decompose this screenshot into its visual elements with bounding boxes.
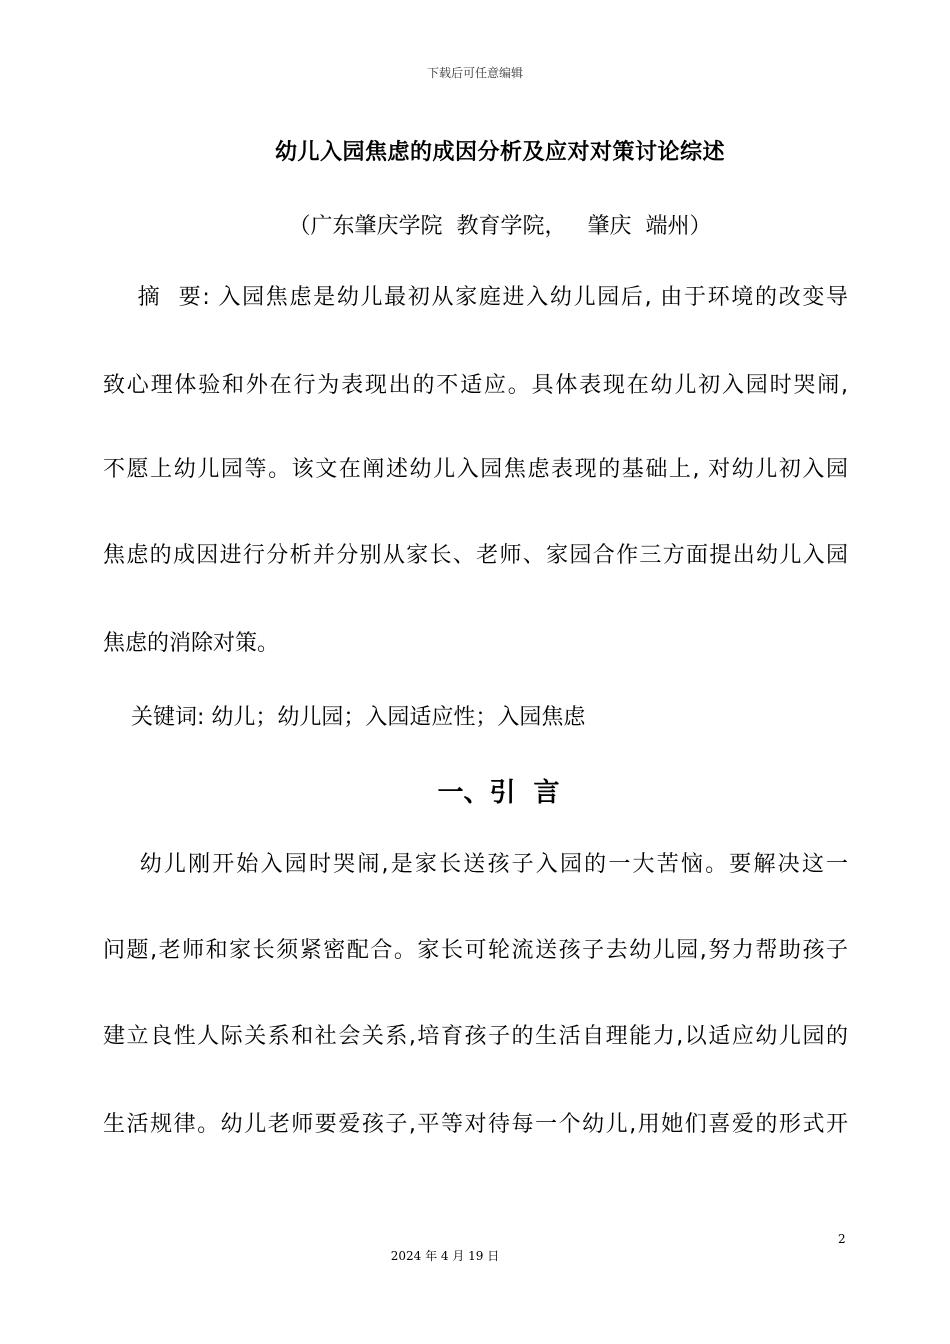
abstract-line-5: 焦虑的消除对策。 bbox=[103, 631, 280, 656]
body-line-4: 生活规律。幼儿老师要爱孩子,平等对待每一个幼儿,用她们喜爱的形式开 bbox=[103, 1112, 848, 1137]
footer-date: 2024 年 4 月 19 日 bbox=[390, 1249, 500, 1263]
abstract-line-3: 不愿上幼儿园等。该文在阐述幼儿入园焦虑表现的基础上, 对幼儿初入园 bbox=[103, 457, 848, 482]
body-line-2: 问题,老师和家长须紧密配合。家长可轮流送孩子去幼儿园,努力帮助孩子 bbox=[103, 938, 848, 963]
keywords: 关键词: 幼儿；幼儿园；入园适应性；入园焦虑 bbox=[103, 705, 586, 730]
abstract-line-1: 摘 要: 入园焦虑是幼儿最初从家庭进入幼儿园后, 由于环境的改变导 bbox=[103, 285, 848, 310]
body-line-3: 建立良性人际关系和社会关系,培育孩子的生活自理能力,以适应幼儿园的 bbox=[103, 1024, 848, 1049]
body-line-1: 幼儿刚开始入园时哭闹,是家长送孩子入园的一大苦恼。要解决这一 bbox=[103, 852, 848, 877]
section-heading-introduction: 一、引 言 bbox=[437, 778, 560, 808]
abstract-line-4: 焦虑的成因进行分析并分别从家长、老师、家园合作三方面提出幼儿入园 bbox=[103, 543, 848, 568]
abstract-line-2: 致心理体验和外在行为表现出的不适应。具体表现在幼儿初入园时哭闹, bbox=[103, 373, 848, 398]
page-number: 2 bbox=[838, 1232, 846, 1246]
document-title: 幼儿入园焦虑的成因分析及应对对策讨论综述 bbox=[274, 140, 725, 165]
page-header: 下载后可任意编辑 bbox=[426, 66, 523, 80]
author-affiliation: （广东肇庆学院 教育学院， 肇庆 端州） bbox=[288, 214, 712, 239]
